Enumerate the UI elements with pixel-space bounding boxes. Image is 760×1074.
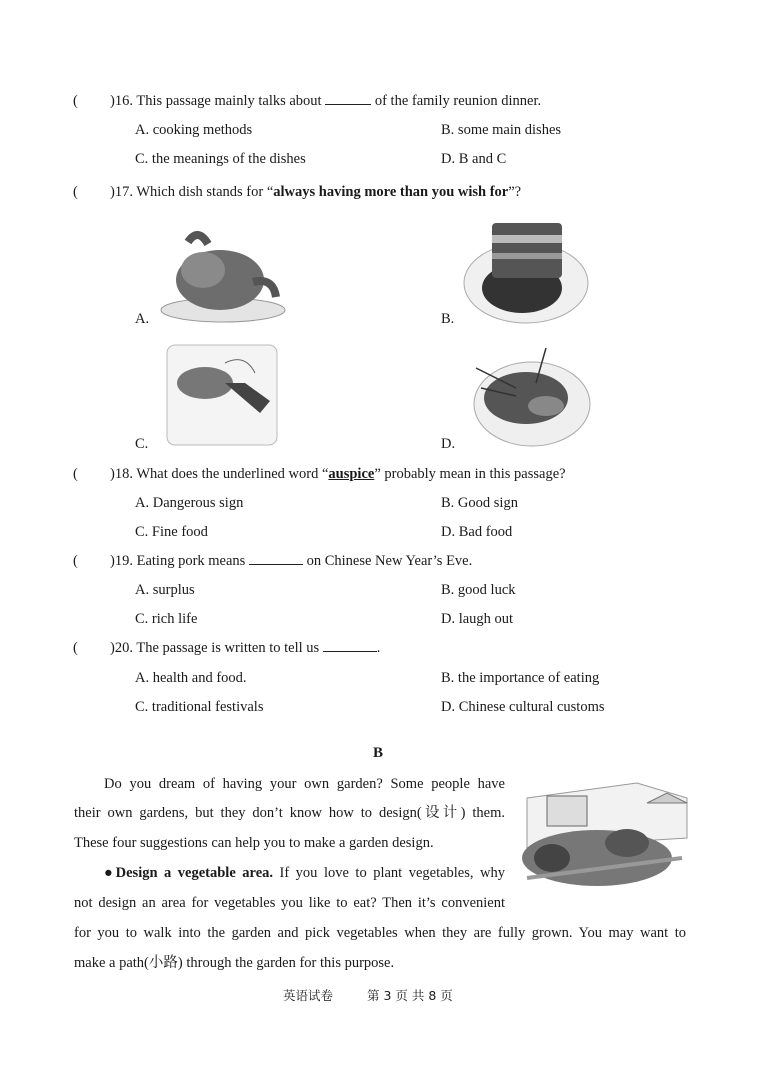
question-text: of the family reunion dinner. [374,93,542,109]
question-number: )16. [110,93,133,109]
question-16 [110,92,541,110]
footer-page-number: 第 3 页 共 8 页 [367,988,453,1003]
question-17 [110,183,521,201]
option-b: B. the importance of eating [441,670,600,686]
option-a: A. surplus [135,582,195,598]
question-18 [110,465,566,483]
question-number: )19. [110,553,133,569]
answer-paren: ( [73,466,78,482]
option-d: D. B and C [441,151,507,167]
option-a: A. [135,311,150,327]
roast-chicken-image [158,222,288,327]
option-c: C. traditional festivals [135,699,264,715]
question-text: This passage mainly talks about [136,93,322,109]
answer-blank [249,552,303,565]
option-a: A. health and food. [135,670,247,686]
option-d: D. Chinese cultural customs [441,699,605,715]
option-b: B. some main dishes [441,122,562,138]
option-c: C. [135,436,149,452]
footer-subject: 英语试卷 [283,988,334,1003]
option-c: C. the meanings of the dishes [135,151,306,167]
question-text: on Chinese New Year’s Eve. [306,553,473,569]
bullet-line [104,864,505,882]
option-a: A. cooking methods [135,122,253,138]
paragraph-line: not design an area for vegetables you like to eat? Then it’s convenient [74,895,505,911]
answer-paren: ( [73,93,78,109]
question-text: Which dish stands for “ [136,184,274,200]
option-a: A. Dangerous sign [135,495,244,511]
steamed-fish-image [165,343,280,449]
option-d: D. Bad food [441,524,513,540]
garden-image [517,778,689,896]
question-number: )20. [110,640,133,656]
option-b: B. good luck [441,582,516,598]
section-heading: B [373,745,384,761]
paragraph-text: If you love to plant vegetables, why [273,865,505,881]
question-text: What does the underlined word “ [136,466,329,482]
paragraph-line: make a path(小路) through the garden for this purpose. [74,955,395,971]
question-19 [110,552,472,570]
paragraph-line: These four suggestions can help you to make a garden design. [74,835,434,851]
answer-paren: ( [73,184,78,200]
paragraph-line: Do you dream of having your own garden? Some people have [104,776,505,792]
braised-pork-image [462,213,590,326]
question-text: . [376,640,381,656]
shrimp-plate-image [466,338,592,450]
option-b: B. [441,311,455,327]
quoted-phrase: always having more than you wish for [273,184,509,200]
underlined-word: auspice [328,466,375,482]
question-number: )17. [110,184,133,200]
answer-paren: ( [73,640,78,656]
question-text: Eating pork means [136,553,246,569]
option-d: D. laugh out [441,611,514,627]
question-number: )18. [110,466,133,482]
bullet-heading: ●Design a vegetable area. [104,865,274,881]
option-c: C. Fine food [135,524,208,540]
question-text: ”? [508,184,522,200]
answer-blank [323,639,377,652]
answer-blank [325,92,371,105]
option-c: C. rich life [135,611,198,627]
question-text: ” probably mean in this passage? [374,466,566,482]
question-text: The passage is written to tell us [136,640,320,656]
answer-paren: ( [73,553,78,569]
option-b: B. Good sign [441,495,518,511]
paragraph-line: for you to walk into the garden and pick vegetables when they are fully grown. You may want to [74,925,686,941]
paragraph-line: their own gardens, but they don’t know how to design(设计) them. [74,805,505,821]
question-20 [110,639,380,657]
option-d: D. [441,436,456,452]
